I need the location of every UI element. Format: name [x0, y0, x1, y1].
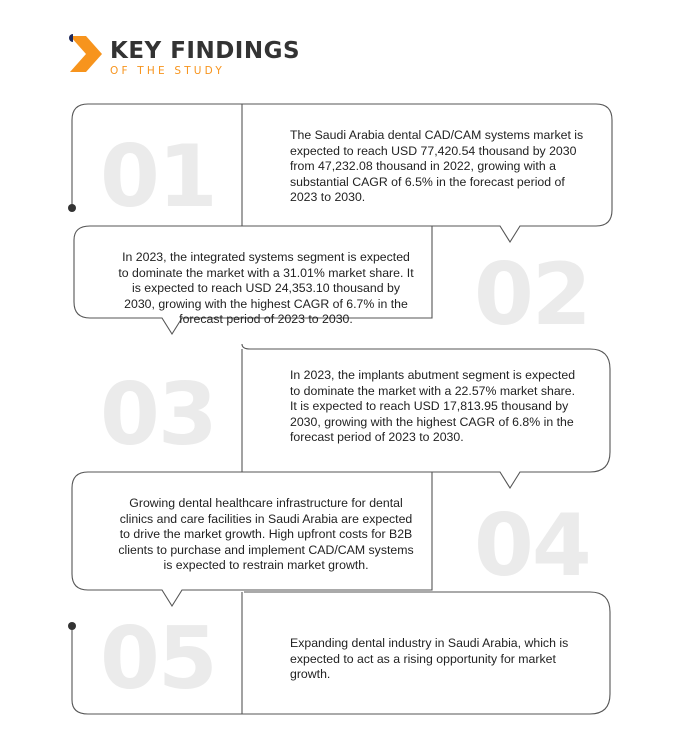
dot-start [68, 204, 76, 212]
header-title: KEY FINDINGS [110, 38, 301, 64]
finding-text-01: The Saudi Arabia dental CAD/CAM systems market is expected to reach USD 77,420.54 thousand by 2030 from 47,232.08 thousand in 2022, growing with a substantial CAGR of 6.5% in the forecast period of 2023 to 2030. [290, 128, 584, 205]
finding-text-03: In 2023, the implants abutment segment is expected to dominate the market with a 22.57% market share. It is expected to reach USD 17,813.95 thousand by 2030, growing with the highest CAGR of 6.8% in the forecast period of 2023 to 2030. [290, 368, 576, 445]
finding-number-01: 01 [100, 127, 216, 227]
header-subtitle: OF THE STUDY [110, 65, 226, 77]
finding-text-05: Expanding dental industry in Saudi Arabia, which is expected to act as a rising opportunity for market growth. [290, 636, 569, 682]
finding-number-03: 03 [100, 365, 216, 465]
finding-text-02: In 2023, the integrated systems segment is expected to dominate the market with a 31.01% market share. It is expected to reach USD 24,353.10 thousand by 2030, growing with the highest CAGR of 6.7% in the forecast period of 2023 to 2030. [118, 250, 414, 327]
finding-text-04: Growing dental healthcare infrastructure for dental clinics and care facilities in Saudi Arabia are expected to drive the market growth. High upfront costs for B2B clients to purchase and implement CAD/CAM systems is expected to restrain market growth. [118, 496, 414, 573]
finding-number-04: 04 [474, 496, 590, 596]
finding-number-05: 05 [100, 609, 216, 709]
finding-number-02: 02 [474, 245, 590, 345]
dot-end [68, 622, 76, 630]
